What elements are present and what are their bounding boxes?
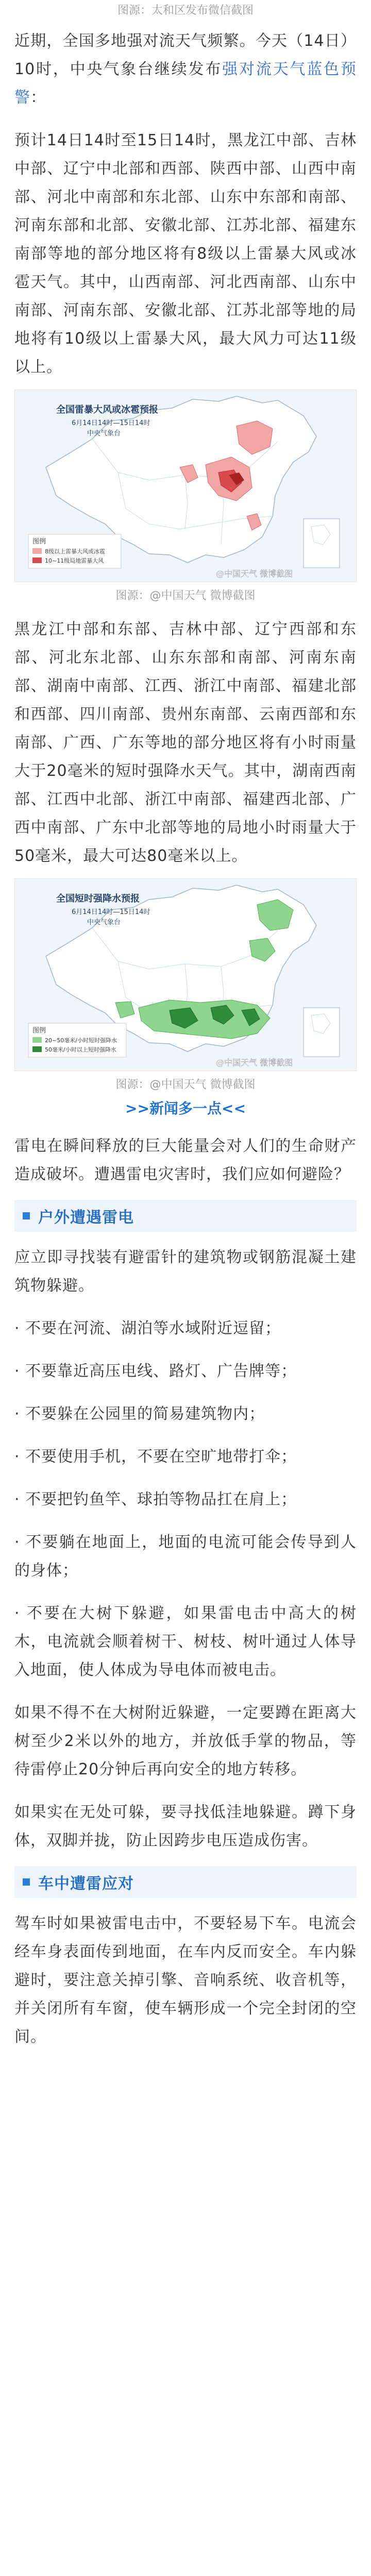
map2-legend-item2: 50毫米/小时以上短时强降水 — [45, 1046, 116, 1053]
bullet-item: · 不要靠近高压电线、路灯、广告牌等； — [14, 1362, 297, 1380]
section-heading-car — [14, 1866, 357, 1898]
intro-text-after: ： — [30, 89, 46, 107]
section-marker-icon — [23, 1878, 30, 1886]
legend-swatch-dark-green — [32, 1046, 42, 1052]
bullet-item: · 不要在大树下躲避，如果雷电击中高大的树木，电流就会顺着树干、树枝、树叶通过人体导入地面，使人体成为导电体而被电击。 — [14, 1604, 357, 1679]
forecast-paragraph-rain: 黑龙江中部和东部、吉林中部、辽宁西部和东部、河北东北部、山东东部和南部、河南东南部、湖南中南部、江西、浙江中南部、福建北部和西部、四川南部、贵州东南部、云南西部和东南部、广西、广东等地的部分地区将有小时雨量大于20毫米的短时强降水天气。其中，湖南西南部、江西中北部、浙江中南部、福建西北部、广西中南部、广东中北部等地的局地小时雨量大于50毫米，最大可达80毫米以上。 — [14, 620, 357, 865]
image-caption-map2: 图源：@中国天气 微博截图 — [115, 1078, 256, 1091]
map2-credit: @中国天气 微博截图 — [216, 1058, 293, 1067]
forecast-paragraph-wind: 预计14日14时至15日14时，黑龙江中部、吉林中部、辽宁中北部和西部、陕西中部、山西中南部、河北中南部和东北部、山东中东部和南部、河南东部和北部、安徽北部、江苏北部、福建东南部等地的部分地区将有8级以上雷暴大风或冰雹天气。其中，山西南部、河北西南部、山东中南部、河南东部、安徽北部、江苏北部等地的局地将有10级以上雷暴大风，最大风力可达11级以上。 — [14, 131, 357, 376]
bullet-item: · 不要把钓鱼竿、球拍等物品扛在肩上； — [14, 1490, 297, 1509]
map2-title: 全国短时强降水预报 — [56, 893, 140, 904]
bullet-item: · 不要使用手机，不要在空旷地带打伞； — [14, 1448, 297, 1466]
image-caption-map1: 图源：@中国天气 微博截图 — [115, 589, 256, 602]
wind-hail-forecast-map[interactable] — [14, 389, 357, 582]
image-caption-top: 图源：太和区发布微信截图 — [117, 4, 254, 17]
map1-credit: @中国天气 微博截图 — [216, 569, 293, 579]
more-news-link[interactable]: >>新闻多一点<< — [125, 1100, 246, 1117]
car-advice-paragraph: 驾车时如果被雷电击中，不要轻易下车。电流会经车身表面传到地面，在车内反而安全。车内躲避时，要注意关掉引擎、音响系统、收音机等，并关闭所有车窗，使车辆形成一个完全封闭的空间。 — [14, 1914, 357, 2046]
map1-subtitle2: 中央气象台 — [87, 430, 121, 437]
legend-swatch-light-green — [32, 1037, 42, 1043]
lightning-intro-paragraph: 雷电在瞬间释放的巨大能量会对人们的生命财产造成破坏。遭遇雷电灾害时，我们应如何避险？ — [14, 1137, 357, 1183]
section1-intro-paragraph: 应立即寻找装有避雷针的建筑物或钢筋混凝土建筑物躲避。 — [14, 1248, 357, 1295]
legend-swatch-dark — [32, 557, 42, 563]
legend-swatch-light — [32, 548, 42, 554]
map2-legend-item1: 20~50毫米/小时短时强降水 — [45, 1037, 117, 1044]
map2-subtitle2: 中央气象台 — [87, 919, 121, 926]
section-marker-icon — [23, 1212, 30, 1219]
map1-legend-item1: 8级以上雷暴大风或冰雹 — [45, 548, 105, 555]
intro-paragraph — [0, 27, 371, 112]
bullet-item: · 不要躺在地面上，地面的电流可能会传导到人的身体； — [14, 1533, 357, 1580]
bullet-item: · 不要在河流、湖泊等水域附近逗留； — [14, 1319, 281, 1337]
china-map-rain — [15, 879, 356, 1071]
map1-legend-item2: 10~11级局地雷暴大风 — [45, 557, 104, 564]
tree-advice-paragraph: 如果不得不在大树附近躲避，一定要蹲在距离大树至少2米以外的地方，并放低手掌的物品，等待雷停止20分钟后再向安全的地方转移。 — [14, 1704, 357, 1778]
section-heading-outdoor — [14, 1200, 357, 1232]
section-title-car: 车中遭雷应对 — [38, 1875, 134, 1893]
intro-text-before: 近期，全国多地强对流天气频繁。今天（14日）10时，中央气象台继续发布 — [14, 32, 357, 78]
map1-subtitle1: 6月14日14时—15日14时 — [72, 419, 150, 427]
map1-legend-title: 图例 — [32, 538, 46, 546]
bullet-item: · 不要躲在公园里的简易建筑物内； — [14, 1405, 265, 1423]
map2-subtitle1: 6月14日14时—15日14时 — [72, 908, 150, 916]
warning-link[interactable]: 强对流天气蓝色预警 — [14, 60, 357, 107]
rain-forecast-map[interactable] — [14, 878, 357, 1071]
china-map-wind — [15, 390, 356, 582]
map1-title: 全国雷暴大风或冰雹预报 — [56, 404, 158, 415]
section-title-outdoor: 户外遭遇雷电 — [38, 1209, 134, 1227]
map2-legend-title: 图例 — [32, 1027, 46, 1035]
open-ground-paragraph: 如果实在无处可躲，要寻找低洼地躲避。蹲下身体，双脚并拢，防止因跨步电压造成伤害。 — [14, 1803, 357, 1850]
